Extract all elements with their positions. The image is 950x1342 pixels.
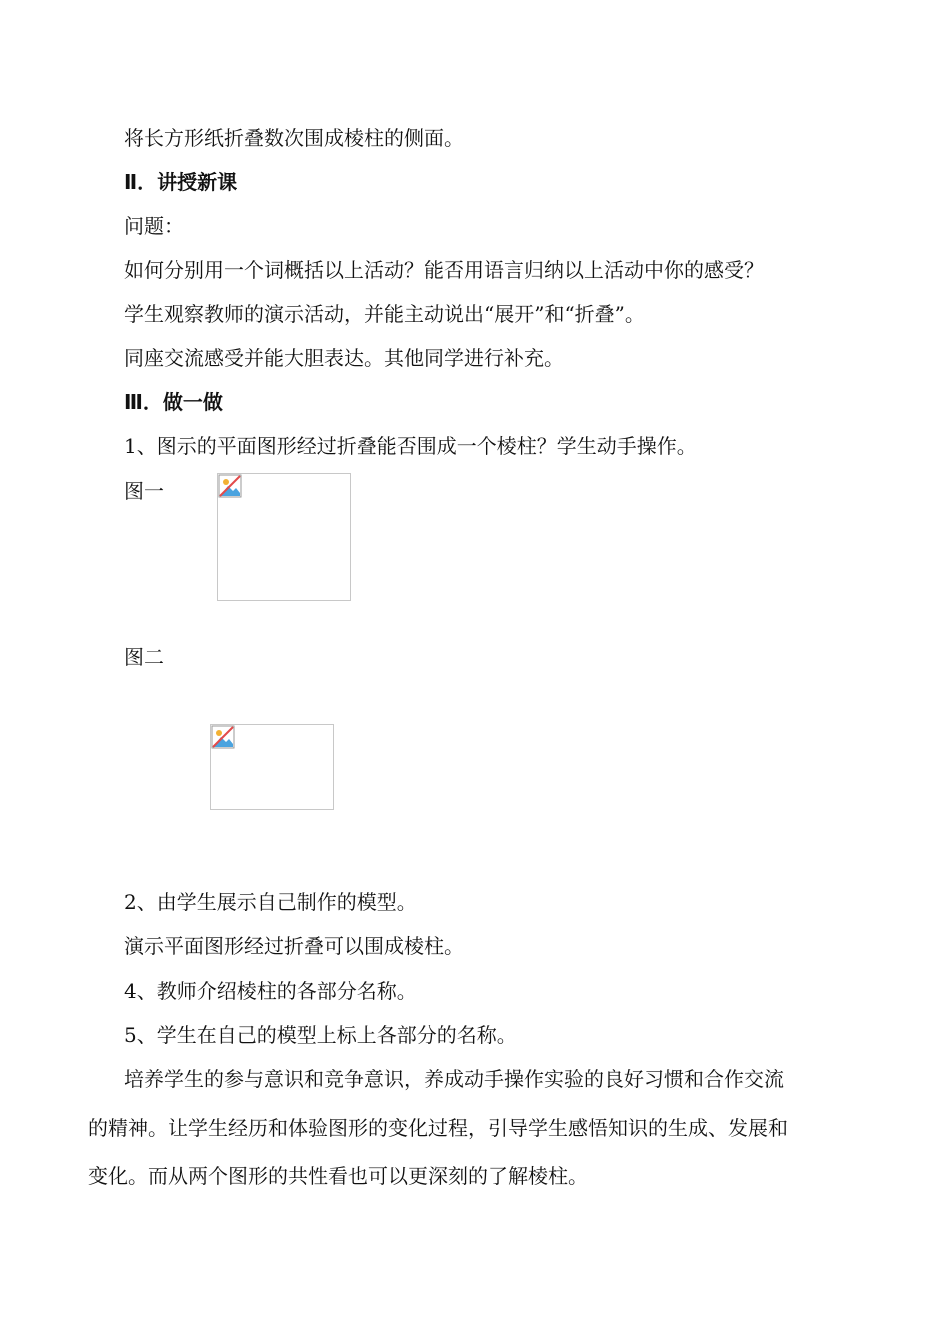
text-line: 5、学生在自己的模型上标上各部分的名称。 xyxy=(124,1023,517,1047)
broken-image-icon xyxy=(218,474,242,498)
figure-label: 图一 xyxy=(124,479,164,503)
text-line: 同座交流感受并能大胆表达。其他同学进行补充。 xyxy=(124,346,564,370)
text-line: 学生观察教师的演示活动，并能主动说出“展开”和“折叠”。 xyxy=(124,302,645,326)
text-line: 4、教师介绍棱柱的各部分名称。 xyxy=(124,979,417,1003)
paragraph-line: 的精神。让学生经历和体验图形的变化过程，引导学生感悟知识的生成、发展和 xyxy=(88,1116,788,1140)
text-line: 演示平面图形经过折叠可以围成棱柱。 xyxy=(124,934,464,958)
figure-2-image xyxy=(210,724,334,810)
paragraph-line: 变化。而从两个图形的共性看也可以更深刻的了解棱柱。 xyxy=(88,1164,588,1188)
paragraph-line: 培养学生的参与意识和竞争意识，养成动手操作实验的良好习惯和合作交流 xyxy=(124,1067,784,1091)
section-heading: Ⅲ．做一做 xyxy=(124,390,223,414)
text-line: 将长方形纸折叠数次围成棱柱的侧面。 xyxy=(124,126,464,150)
text-line: 1、图示的平面图形经过折叠能否围成一个棱柱？学生动手操作。 xyxy=(124,434,697,458)
figure-1-image xyxy=(217,473,351,601)
broken-image-icon xyxy=(211,725,235,749)
text-line: 如何分别用一个词概括以上活动？能否用语言归纳以上活动中你的感受？ xyxy=(124,258,764,282)
text-line: 问题： xyxy=(124,214,184,238)
figure-label: 图二 xyxy=(124,645,164,669)
text-line: 2、由学生展示自己制作的模型。 xyxy=(124,890,417,914)
section-heading: Ⅱ．讲授新课 xyxy=(124,170,238,194)
